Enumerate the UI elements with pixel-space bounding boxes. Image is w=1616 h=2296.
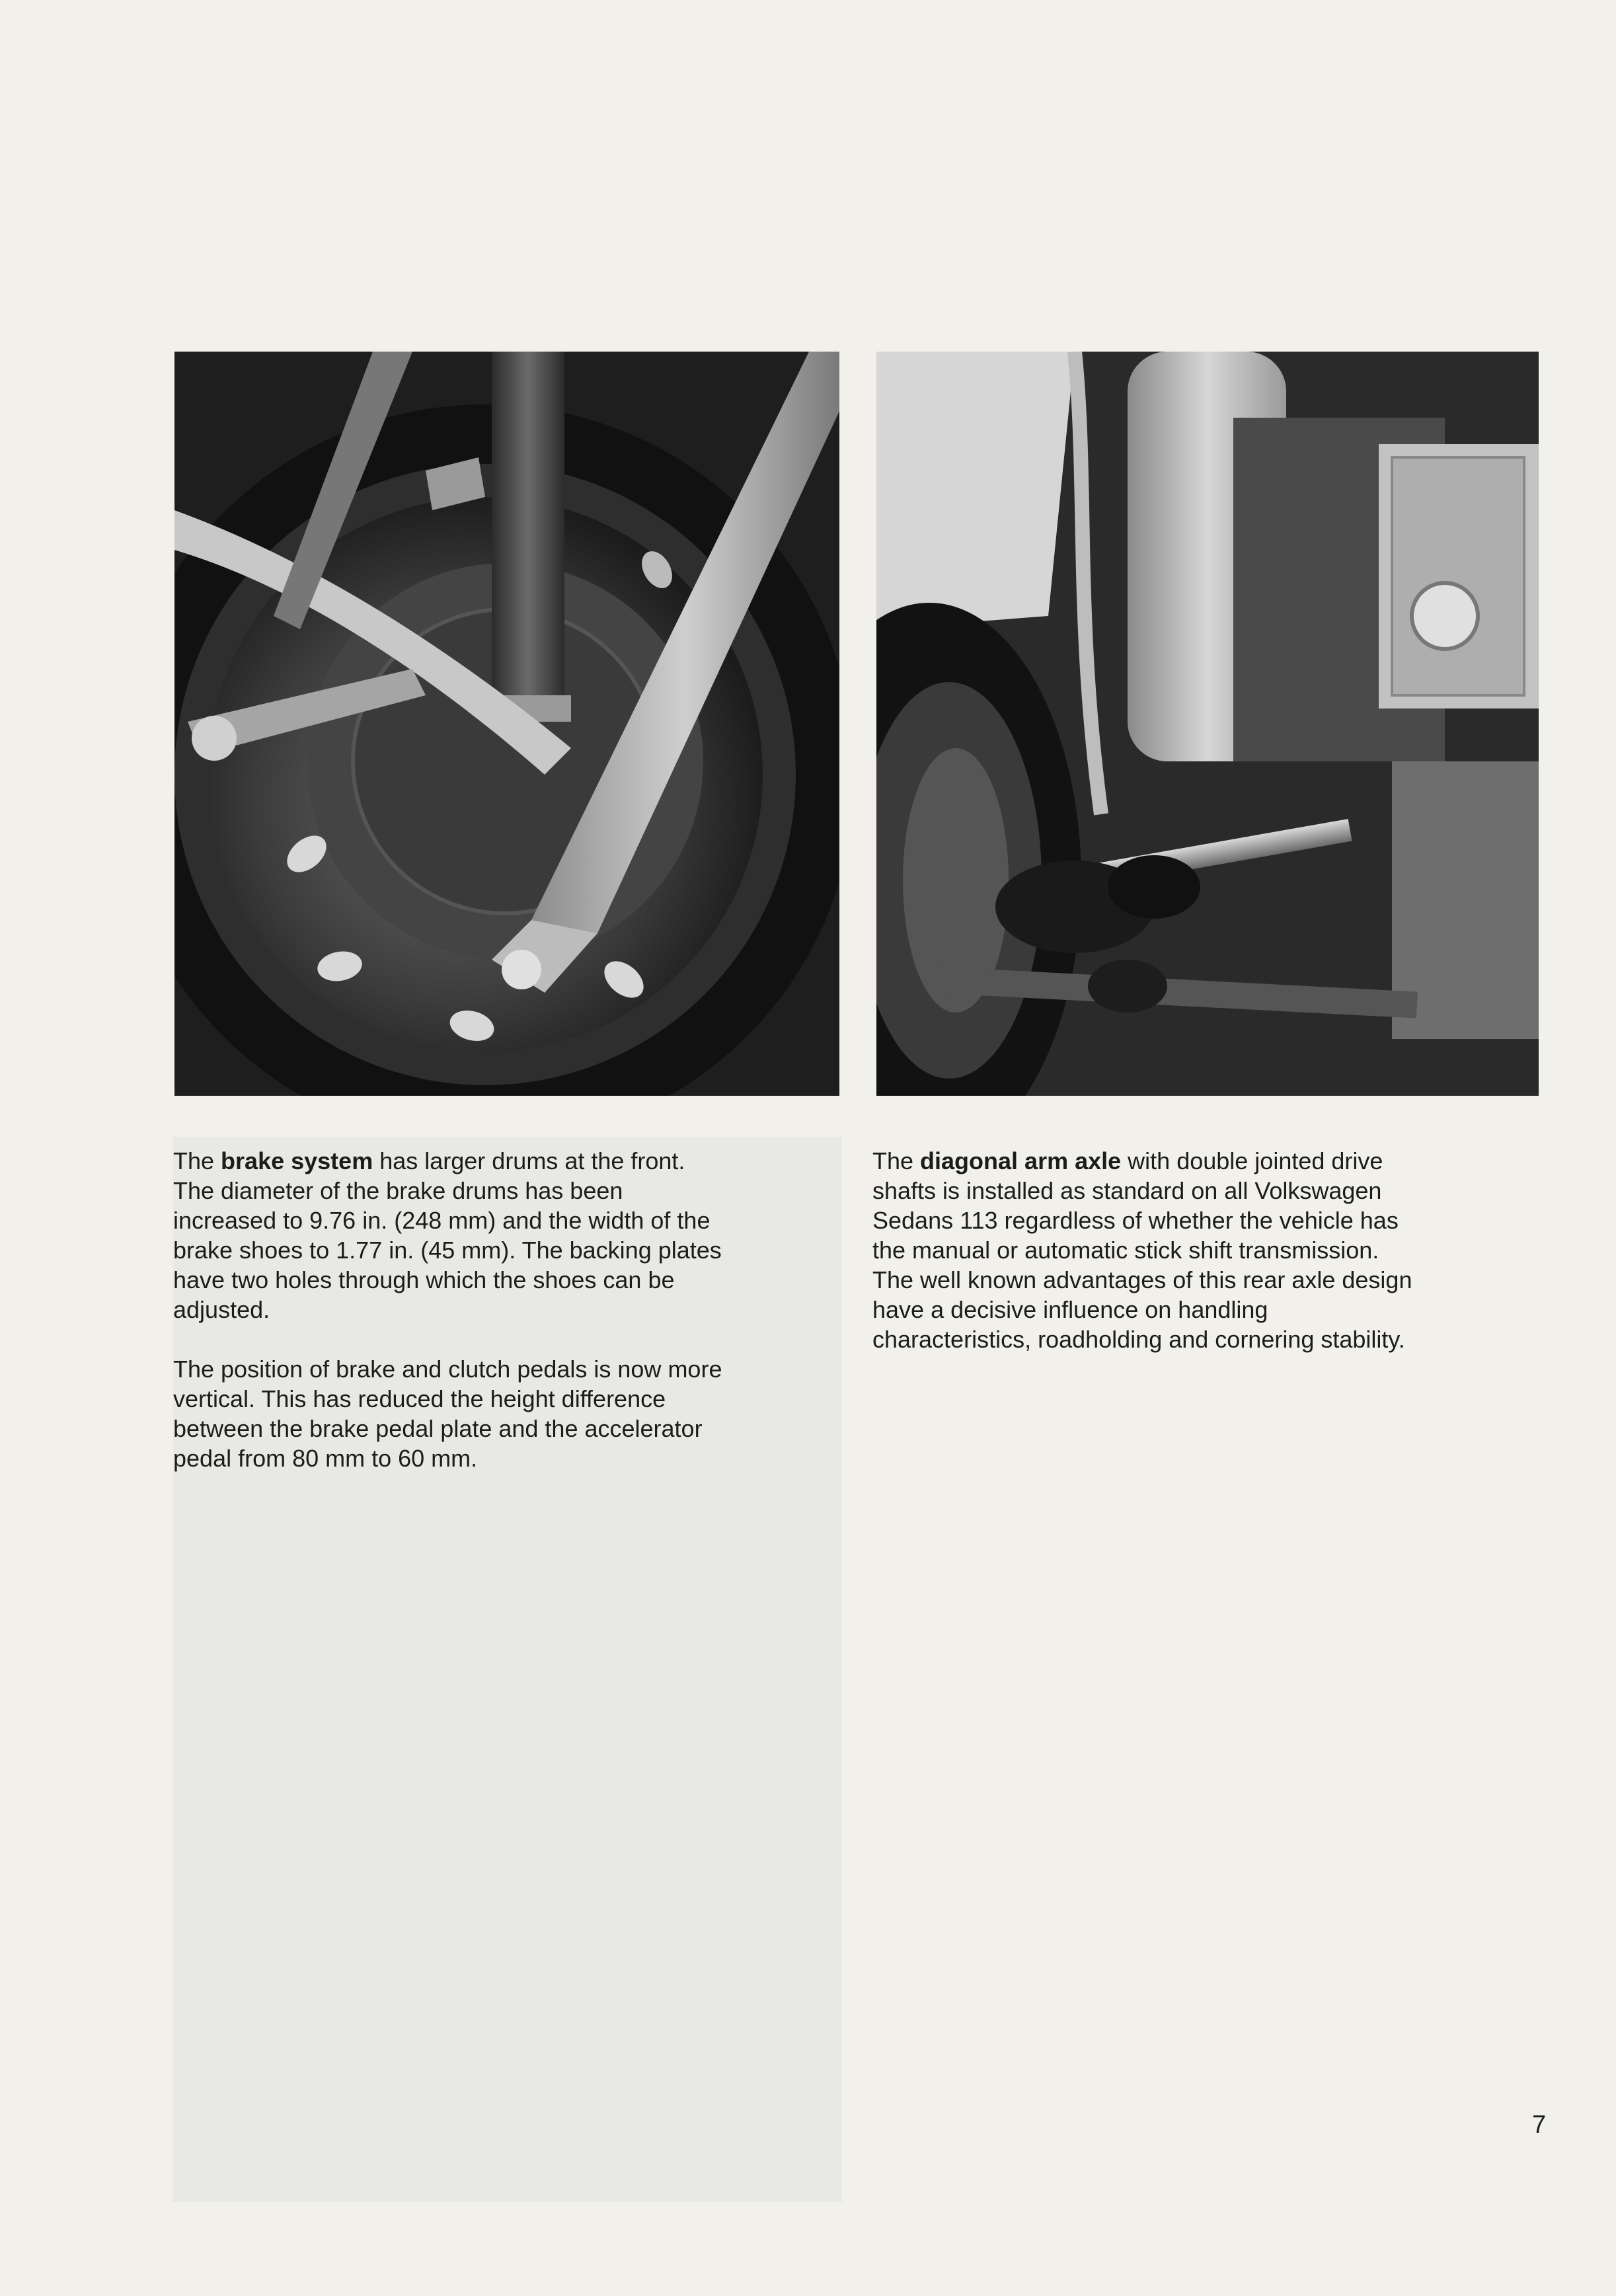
axle-paragraph-line-5: The well known advantages of this rear axle design — [872, 1266, 1412, 1293]
brake-paragraph-line-3: increased to 9.76 in. (248 mm) and the width of the — [173, 1207, 711, 1234]
brake-paragraph-line-4: brake shoes to 1.77 in. (45 mm). The backing plates — [173, 1237, 722, 1264]
brake-paragraph-line-2: The diameter of the brake drums has been — [173, 1177, 623, 1204]
axle-paragraph-line-4: the manual or automatic stick shift transmission. — [872, 1237, 1379, 1264]
diagonal-arm-axle-photo — [876, 352, 1539, 1096]
brake-system-photo — [174, 352, 839, 1096]
pedal-paragraph-line-4: pedal from 80 mm to 60 mm. — [173, 1445, 478, 1472]
axle-paragraph-line-1: The diagonal arm axle with double jointed drive — [872, 1147, 1383, 1174]
axle-text — [872, 1146, 1547, 1354]
axle-paragraph-line-3: Sedans 113 regardless of whether the vehicle has — [872, 1207, 1399, 1234]
pedal-paragraph-line-2: vertical. This has reduced the height difference — [173, 1385, 666, 1412]
axle-paragraph-line-2: shafts is installed as standard on all Volkswagen — [872, 1177, 1382, 1204]
diagonal-arm-axle-term: diagonal arm axle — [920, 1147, 1122, 1174]
brake-paragraph-line-1: The brake system has larger drums at the front. — [173, 1147, 685, 1174]
pedal-paragraph-line-3: between the brake pedal plate and the accelerator — [173, 1415, 703, 1442]
axle-paragraph-line-7: characteristics, roadholding and cornering stability. — [872, 1326, 1405, 1353]
paragraph-gap — [173, 1324, 847, 1354]
brake-system-text — [173, 1146, 847, 1473]
brake-paragraph-line-5: have two holes through which the shoes can be — [173, 1266, 675, 1293]
pedal-paragraph-line-1: The position of brake and clutch pedals is now more — [173, 1356, 722, 1383]
page-number: 7 — [1532, 2111, 1547, 2139]
axle-paragraph-line-6: have a decisive influence on handling — [872, 1296, 1268, 1323]
brake-system-term: brake system — [221, 1147, 373, 1174]
brake-paragraph-line-6: adjusted. — [173, 1296, 270, 1323]
